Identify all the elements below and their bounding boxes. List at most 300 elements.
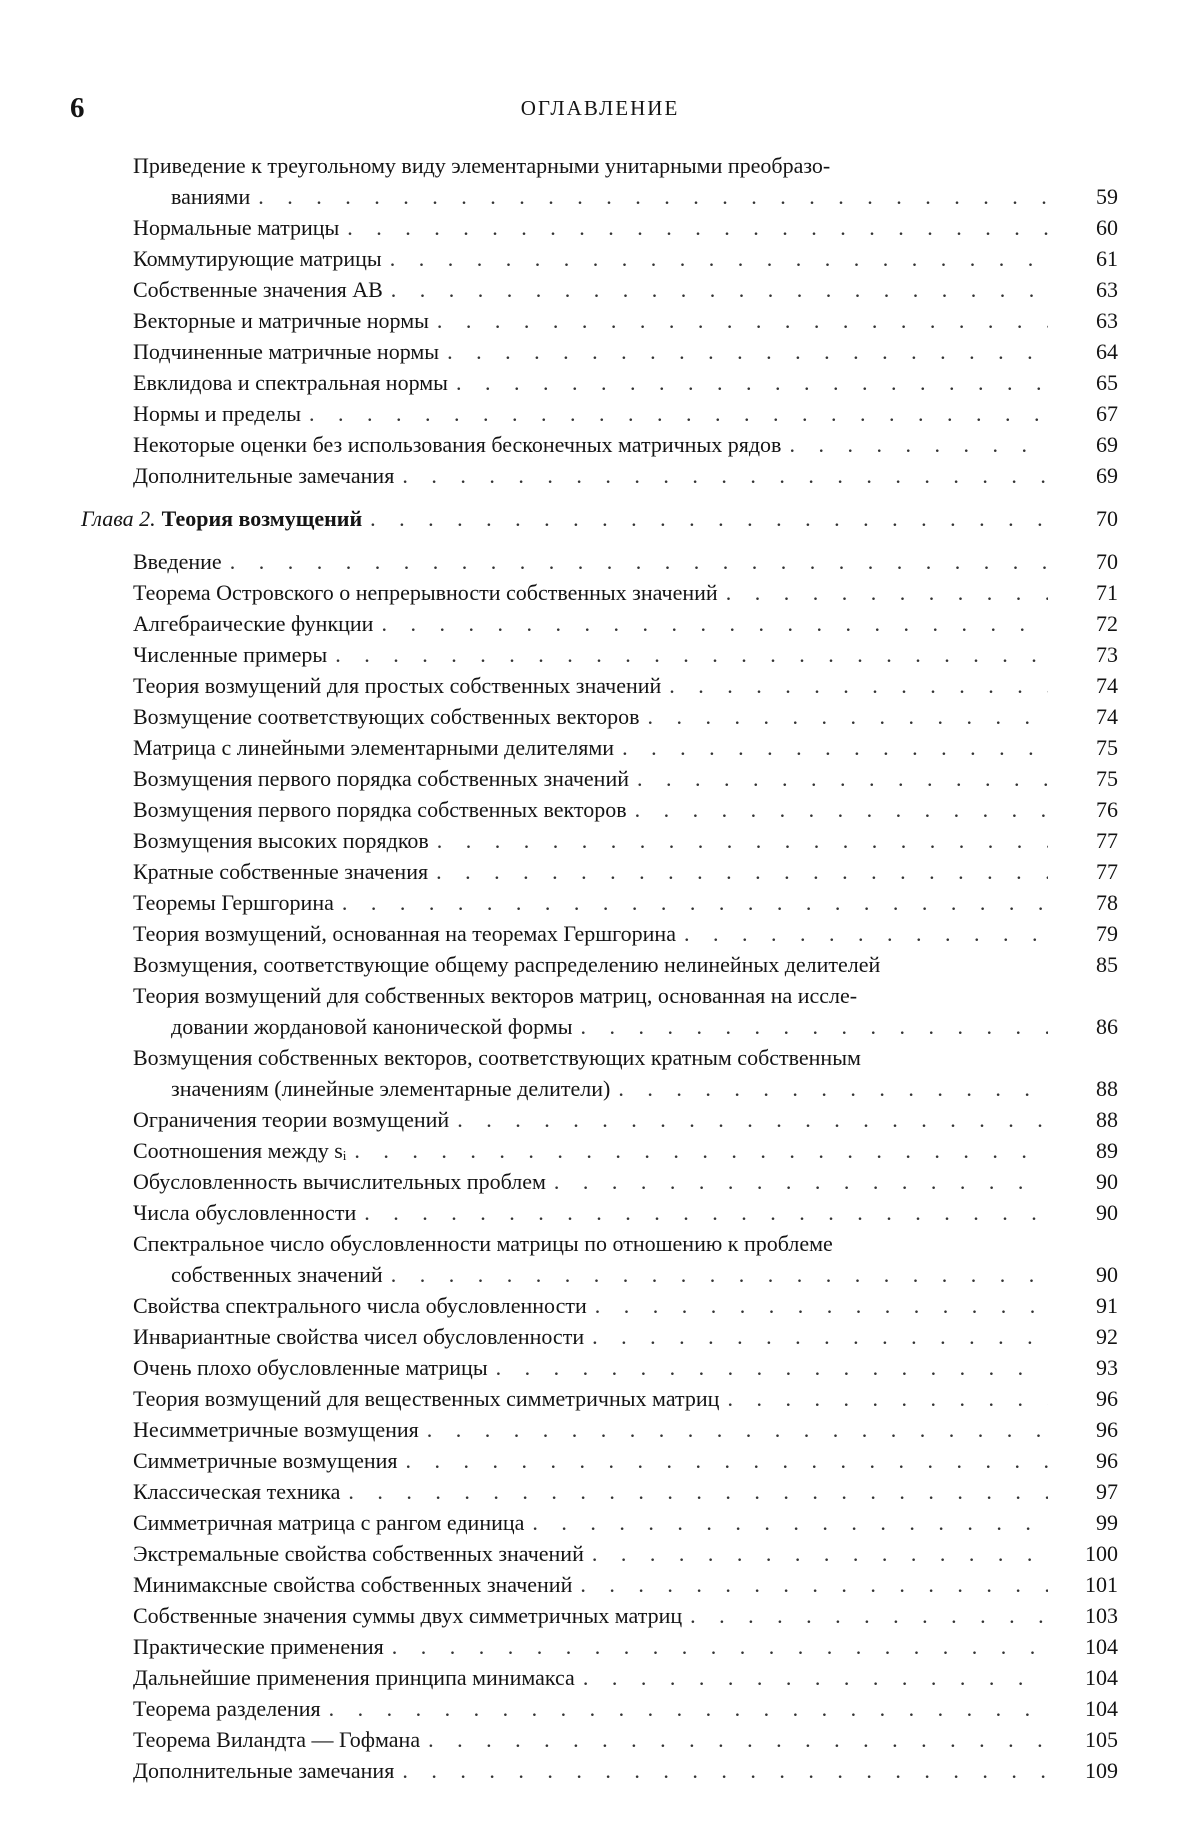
toc-entry-title bbox=[133, 1538, 1048, 1569]
toc-entry-text: ваниями bbox=[171, 184, 251, 209]
dot-leader bbox=[398, 1445, 1048, 1476]
dot-leader bbox=[222, 546, 1048, 577]
dot-leader bbox=[587, 1290, 1048, 1321]
toc-entry-text: Некоторые оценки без использования бесконечных матричных рядов bbox=[133, 432, 782, 457]
toc-page-number: 90 bbox=[1096, 1262, 1118, 1287]
toc-entry-line bbox=[133, 1569, 1048, 1600]
toc-entry bbox=[133, 1414, 1118, 1445]
page-number: 6 bbox=[70, 92, 85, 124]
toc-entry bbox=[133, 150, 1118, 212]
toc-entry-text: Теоремы Гершгорина bbox=[133, 890, 334, 915]
toc-chapter-heading bbox=[81, 503, 1118, 534]
toc-page-number: 92 bbox=[1096, 1324, 1118, 1349]
toc-entry-title bbox=[133, 701, 1048, 732]
toc-entry bbox=[133, 1104, 1118, 1135]
dot-leader bbox=[346, 1135, 1048, 1166]
toc-entry-text: Коммутирующие матрицы bbox=[133, 246, 382, 271]
toc-entry-line bbox=[133, 856, 1048, 887]
toc-entry bbox=[133, 1042, 1118, 1104]
toc-page-number: 78 bbox=[1096, 890, 1118, 915]
toc-entry bbox=[133, 763, 1118, 794]
toc-entry bbox=[133, 701, 1118, 732]
toc-entry-text: Нормальные матрицы bbox=[133, 215, 340, 240]
toc-entry-line bbox=[133, 1197, 1048, 1228]
dot-leader bbox=[356, 1197, 1048, 1228]
toc-entry-title bbox=[133, 1135, 1048, 1166]
toc-entry-title bbox=[133, 949, 1048, 980]
toc-entry-title bbox=[133, 980, 1048, 1042]
toc-entry-text: Теория возмущений, основанная на теоремах Гершгорина bbox=[133, 921, 676, 946]
toc-entry-line bbox=[133, 1259, 1048, 1290]
toc-entry-text: Нормы и пределы bbox=[133, 401, 301, 426]
toc-entry bbox=[133, 732, 1118, 763]
toc-page-number: 77 bbox=[1096, 828, 1118, 853]
toc-entry-text: Классическая техника bbox=[133, 1479, 341, 1504]
toc-entry-line bbox=[133, 1631, 1048, 1662]
dot-leader bbox=[584, 1321, 1048, 1352]
toc-entry bbox=[133, 367, 1118, 398]
toc-entry bbox=[133, 1352, 1118, 1383]
toc-page-number: 74 bbox=[1096, 704, 1118, 729]
toc-entry-line bbox=[133, 305, 1048, 336]
toc-entry bbox=[133, 794, 1118, 825]
toc-entry-line bbox=[133, 150, 1048, 181]
toc-entry-title bbox=[133, 670, 1048, 701]
toc-entry bbox=[133, 243, 1118, 274]
toc-entry-line bbox=[133, 732, 1048, 763]
toc-entry-text: Возмущения высоких порядков bbox=[133, 828, 429, 853]
toc-entry bbox=[133, 1538, 1118, 1569]
toc-entry bbox=[133, 1755, 1118, 1786]
dot-leader bbox=[572, 1569, 1048, 1600]
toc-page-number: 65 bbox=[1096, 370, 1118, 395]
dot-leader bbox=[384, 1631, 1048, 1662]
toc-entry-title bbox=[133, 1755, 1048, 1786]
toc-entry-text: значениям (линейные элементарные делители) bbox=[171, 1076, 611, 1101]
toc-entry-text: Возмущения, соответствующие общему распределению нелинейных делителей bbox=[133, 952, 881, 977]
toc-page-number: 99 bbox=[1096, 1510, 1118, 1535]
toc-entry-text: Теория возмущений bbox=[161, 506, 363, 531]
toc-entry-text: Теория возмущений для собственных векторов матриц, основанная на иссле- bbox=[133, 983, 858, 1008]
toc-entry-text: Матрица с линейными элементарными делителями bbox=[133, 735, 615, 760]
dot-leader bbox=[420, 1724, 1048, 1755]
toc-page-number: 90 bbox=[1096, 1200, 1118, 1225]
toc-page-number: 73 bbox=[1096, 642, 1118, 667]
toc-entry-text: Дальнейшие применения принципа минимакса bbox=[133, 1665, 575, 1690]
dot-leader bbox=[382, 243, 1048, 274]
toc-page-number: 109 bbox=[1085, 1758, 1118, 1783]
toc-entry-text: Возмущения собственных векторов, соответствующих кратным собственным bbox=[133, 1045, 861, 1070]
toc-entry bbox=[133, 949, 1118, 980]
dot-leader bbox=[676, 918, 1048, 949]
toc-entry-line bbox=[133, 701, 1048, 732]
toc-entry-line bbox=[133, 1352, 1048, 1383]
toc-page-number: 89 bbox=[1096, 1138, 1118, 1163]
toc-entry-line bbox=[133, 367, 1048, 398]
toc-entry-text: Дополнительные замечания bbox=[133, 1758, 395, 1783]
dot-leader bbox=[781, 429, 1048, 460]
toc-page-number: 101 bbox=[1085, 1572, 1118, 1597]
toc-entry-line bbox=[133, 825, 1048, 856]
toc-entry-line bbox=[133, 980, 1048, 1011]
toc-entry bbox=[133, 1197, 1118, 1228]
toc-entry bbox=[133, 546, 1118, 577]
toc-page-number: 104 bbox=[1085, 1634, 1118, 1659]
toc-entry-text: Теория возмущений для вещественных симметричных матриц bbox=[133, 1386, 720, 1411]
dot-leader bbox=[321, 1693, 1048, 1724]
toc-entry-line bbox=[133, 763, 1048, 794]
toc-page-number: 75 bbox=[1096, 735, 1118, 760]
toc-entry-text: Собственные значения суммы двух симметричных матриц bbox=[133, 1603, 683, 1628]
toc-entry bbox=[133, 1507, 1118, 1538]
toc-entry-title bbox=[133, 1290, 1048, 1321]
toc-entry-title bbox=[133, 274, 1048, 305]
toc-entry-line bbox=[133, 1445, 1048, 1476]
toc-entry bbox=[133, 212, 1118, 243]
toc-entry bbox=[133, 980, 1118, 1042]
toc-page-number: 103 bbox=[1085, 1603, 1118, 1628]
toc-page-number: 71 bbox=[1096, 580, 1118, 605]
toc-entry-line bbox=[133, 1755, 1048, 1786]
toc-entry-text: Очень плохо обусловленные матрицы bbox=[133, 1355, 488, 1380]
toc-entry-line bbox=[133, 918, 1048, 949]
toc-entry-title bbox=[133, 150, 1048, 212]
dot-leader bbox=[383, 274, 1048, 305]
toc-page-number: 72 bbox=[1096, 611, 1118, 636]
dot-leader bbox=[682, 1600, 1048, 1631]
toc-entry-text: Числа обусловленности bbox=[133, 1200, 357, 1225]
toc-entry-line bbox=[133, 546, 1048, 577]
dot-leader bbox=[546, 1166, 1048, 1197]
toc-entry-title bbox=[133, 639, 1048, 670]
toc-entry bbox=[133, 336, 1118, 367]
dot-leader bbox=[394, 460, 1048, 491]
toc-entry-title bbox=[133, 794, 1048, 825]
toc-entry-title bbox=[133, 887, 1048, 918]
toc-entry-text: Несимметричные возмущения bbox=[133, 1417, 419, 1442]
toc-entry bbox=[133, 639, 1118, 670]
toc-entry-title bbox=[133, 1197, 1048, 1228]
toc-entry-line bbox=[133, 1724, 1048, 1755]
toc-page-number: 64 bbox=[1096, 339, 1118, 364]
toc-page-number: 76 bbox=[1096, 797, 1118, 822]
toc-entry-title bbox=[133, 212, 1048, 243]
toc-entry-line bbox=[133, 1693, 1048, 1724]
toc-entry bbox=[133, 1631, 1118, 1662]
toc-entry-text: Векторные и матричные нормы bbox=[133, 308, 429, 333]
toc-entry-line bbox=[133, 1600, 1048, 1631]
toc-entry-line bbox=[133, 639, 1048, 670]
dot-leader bbox=[573, 1011, 1048, 1042]
toc-entry-line bbox=[133, 1011, 1048, 1042]
toc-entry-text: Подчиненные матричные нормы bbox=[133, 339, 440, 364]
toc-entry bbox=[133, 856, 1118, 887]
toc-entry-text: Практические применения bbox=[133, 1634, 384, 1659]
toc-entry-title bbox=[133, 1414, 1048, 1445]
toc-entry-title bbox=[133, 243, 1048, 274]
toc-page-number: 104 bbox=[1085, 1665, 1118, 1690]
toc-entry-title bbox=[133, 336, 1048, 367]
toc-entry bbox=[133, 1724, 1118, 1755]
running-title: ОГЛАВЛЕНИЕ bbox=[520, 96, 680, 120]
toc-entry-line bbox=[133, 336, 1048, 367]
dot-leader bbox=[339, 212, 1048, 243]
toc-page-number: 79 bbox=[1096, 921, 1118, 946]
toc-entry-line bbox=[133, 1166, 1048, 1197]
toc-entry-text: Кратные собственные значения bbox=[133, 859, 429, 884]
toc-entry-text: Инвариантные свойства чисел обусловленности bbox=[133, 1324, 585, 1349]
toc-entry-title bbox=[133, 1104, 1048, 1135]
dot-leader bbox=[614, 732, 1048, 763]
toc-page-number: 96 bbox=[1096, 1417, 1118, 1442]
toc-page-number: 69 bbox=[1096, 463, 1118, 488]
toc-page-number: 63 bbox=[1096, 308, 1118, 333]
running-head bbox=[70, 88, 1130, 128]
toc-entry-text: собственных значений bbox=[171, 1262, 383, 1287]
toc-entry-title bbox=[133, 429, 1048, 460]
dot-leader bbox=[449, 1104, 1048, 1135]
toc-entry-line bbox=[133, 1073, 1048, 1104]
toc-entry-title bbox=[133, 1569, 1048, 1600]
toc-entry-line bbox=[133, 1476, 1048, 1507]
dot-leader bbox=[448, 367, 1048, 398]
toc-entry-line bbox=[133, 1228, 1048, 1259]
toc-entry-title bbox=[133, 546, 1048, 577]
toc-page-number: 85 bbox=[1096, 952, 1118, 977]
toc-page-number: 77 bbox=[1096, 859, 1118, 884]
dot-leader bbox=[719, 1383, 1048, 1414]
toc-entry-title bbox=[133, 1693, 1048, 1724]
toc-page-number: 100 bbox=[1085, 1541, 1118, 1566]
toc-entry-title bbox=[133, 825, 1048, 856]
toc-entry-line bbox=[133, 1383, 1048, 1414]
toc-entry-text: Теорема разделения bbox=[133, 1696, 321, 1721]
toc-entry-line bbox=[133, 577, 1048, 608]
toc-entry-title bbox=[133, 1724, 1048, 1755]
toc-entry-text: Возмущение соответствующих собственных векторов bbox=[133, 704, 640, 729]
toc-entry-title bbox=[133, 1631, 1048, 1662]
toc-entry bbox=[133, 1383, 1118, 1414]
toc-entry-line bbox=[133, 1290, 1048, 1321]
dot-leader bbox=[327, 639, 1048, 670]
toc-entry bbox=[133, 460, 1118, 491]
dot-leader bbox=[429, 305, 1048, 336]
toc-page-number: 75 bbox=[1096, 766, 1118, 791]
toc-entry-title bbox=[133, 367, 1048, 398]
toc-page-number: 91 bbox=[1096, 1293, 1118, 1318]
toc-page-number: 61 bbox=[1096, 246, 1118, 271]
toc-entry-text: Численные примеры bbox=[133, 642, 328, 667]
toc-entry-line bbox=[133, 1104, 1048, 1135]
toc-entry-text: Свойства спектрального числа обусловленности bbox=[133, 1293, 587, 1318]
toc-page-number: 59 bbox=[1096, 184, 1118, 209]
toc-page-number: 70 bbox=[1096, 549, 1118, 574]
toc-entry-title bbox=[133, 1042, 1048, 1104]
dot-leader bbox=[718, 577, 1048, 608]
toc-entry-line bbox=[133, 398, 1048, 429]
toc-entry-text: Евклидова и спектральная нормы bbox=[133, 370, 448, 395]
dot-leader bbox=[575, 1662, 1048, 1693]
toc-entry-title bbox=[133, 398, 1048, 429]
toc-page-number: 104 bbox=[1085, 1696, 1118, 1721]
toc-entry-line bbox=[133, 243, 1048, 274]
dot-leader bbox=[610, 1073, 1048, 1104]
toc-entry-title bbox=[133, 856, 1048, 887]
dot-leader bbox=[627, 794, 1048, 825]
toc-entry-title bbox=[133, 1166, 1048, 1197]
chapter-number: Глава 2. bbox=[81, 506, 156, 531]
toc-entry bbox=[133, 1290, 1118, 1321]
table-of-contents bbox=[81, 150, 1118, 1786]
toc-entry-line bbox=[133, 181, 1048, 212]
toc-entry-text: Теорема Островского о непрерывности собственных значений bbox=[133, 580, 718, 605]
dot-leader bbox=[488, 1352, 1048, 1383]
toc-entry bbox=[133, 1135, 1118, 1166]
toc-entry-title bbox=[133, 1383, 1048, 1414]
toc-entry bbox=[133, 1476, 1118, 1507]
dot-leader bbox=[383, 1259, 1048, 1290]
toc-entry-title bbox=[133, 1321, 1048, 1352]
toc-entry-text: Ограничения теории возмущений bbox=[133, 1107, 450, 1132]
dot-leader bbox=[419, 1414, 1048, 1445]
dot-leader bbox=[429, 825, 1048, 856]
toc-page-number: 69 bbox=[1096, 432, 1118, 457]
toc-entry-line bbox=[133, 1507, 1048, 1538]
dot-leader bbox=[428, 856, 1048, 887]
toc-entry-text: Обусловленность вычислительных проблем bbox=[133, 1169, 546, 1194]
toc-page-number: 105 bbox=[1085, 1727, 1118, 1752]
toc-entry-text: Введение bbox=[133, 549, 222, 574]
toc-entry-title bbox=[133, 608, 1048, 639]
toc-entry-title bbox=[133, 1662, 1048, 1693]
toc-entry bbox=[133, 918, 1118, 949]
toc-entry-line bbox=[133, 1135, 1048, 1166]
toc-page-number: 70 bbox=[1096, 506, 1118, 531]
toc-page-number: 67 bbox=[1096, 401, 1118, 426]
toc-entry-line bbox=[133, 1321, 1048, 1352]
toc-entry-title bbox=[133, 1352, 1048, 1383]
toc-page-number: 93 bbox=[1096, 1355, 1118, 1380]
toc-entry bbox=[133, 670, 1118, 701]
toc-page-number: 96 bbox=[1096, 1448, 1118, 1473]
toc-entry bbox=[133, 1600, 1118, 1631]
toc-entry-text: Минимаксные свойства собственных значений bbox=[133, 1572, 573, 1597]
toc-entry-text: Спектральное число обусловленности матрицы по отношению к проблеме bbox=[133, 1231, 833, 1256]
toc-entry-line bbox=[133, 1538, 1048, 1569]
toc-entry-line bbox=[133, 1414, 1048, 1445]
toc-entry bbox=[133, 1166, 1118, 1197]
toc-entry bbox=[133, 429, 1118, 460]
toc-entry-title bbox=[133, 763, 1048, 794]
toc-entry bbox=[133, 305, 1118, 336]
toc-page-number: 63 bbox=[1096, 277, 1118, 302]
toc-entry bbox=[133, 1445, 1118, 1476]
toc-entry-text: Дополнительные замечания bbox=[133, 463, 395, 488]
dot-leader bbox=[301, 398, 1048, 429]
toc-entry-line bbox=[133, 460, 1048, 491]
dot-leader bbox=[334, 887, 1048, 918]
toc-entry-line bbox=[133, 608, 1048, 639]
toc-entry-line bbox=[133, 1042, 1048, 1073]
toc-page-number: 88 bbox=[1096, 1107, 1118, 1132]
dot-leader bbox=[250, 181, 1048, 212]
toc-page-number: 88 bbox=[1096, 1076, 1118, 1101]
toc-entry-text: Экстремальные свойства собственных значений bbox=[133, 1541, 584, 1566]
toc-entry-text: Алгебраические функции bbox=[133, 611, 374, 636]
toc-entry-title bbox=[133, 460, 1048, 491]
dot-leader bbox=[661, 670, 1048, 701]
dot-leader bbox=[629, 763, 1048, 794]
toc-entry-title bbox=[133, 1228, 1048, 1290]
toc-page-number: 96 bbox=[1096, 1386, 1118, 1411]
dot-leader bbox=[340, 1476, 1048, 1507]
toc-entry bbox=[133, 825, 1118, 856]
dot-leader bbox=[524, 1507, 1048, 1538]
toc-entry-text: Теория возмущений для простых собственных значений bbox=[133, 673, 662, 698]
toc-entry-title bbox=[133, 1507, 1048, 1538]
toc-page-number: 90 bbox=[1096, 1169, 1118, 1194]
toc-entry-title bbox=[133, 732, 1048, 763]
toc-entry-line bbox=[133, 429, 1048, 460]
toc-page-number: 60 bbox=[1096, 215, 1118, 240]
toc-entry bbox=[133, 887, 1118, 918]
dot-leader bbox=[584, 1538, 1048, 1569]
toc-page-number: 97 bbox=[1096, 1479, 1118, 1504]
toc-entry-title bbox=[133, 1445, 1048, 1476]
toc-entry-line bbox=[81, 503, 1048, 534]
toc-entry bbox=[133, 1693, 1118, 1724]
toc-entry-title bbox=[133, 305, 1048, 336]
toc-entry-line bbox=[133, 670, 1048, 701]
dot-leader bbox=[394, 1755, 1048, 1786]
toc-entry-title bbox=[81, 503, 1048, 534]
toc-entry-title bbox=[133, 577, 1048, 608]
dot-leader bbox=[639, 701, 1048, 732]
toc-entry-text: Возмущения первого порядка собственных значений bbox=[133, 766, 629, 791]
dot-leader bbox=[373, 608, 1048, 639]
toc-entry-text: Собственные значения AB bbox=[133, 277, 383, 302]
toc-entry-title bbox=[133, 1476, 1048, 1507]
toc-entry bbox=[133, 577, 1118, 608]
toc-page-number: 74 bbox=[1096, 673, 1118, 698]
toc-entry bbox=[133, 608, 1118, 639]
toc-entry bbox=[133, 1321, 1118, 1352]
toc-entry-line bbox=[133, 887, 1048, 918]
dot-leader bbox=[362, 503, 1048, 534]
toc-entry-text: Симметричные возмущения bbox=[133, 1448, 398, 1473]
toc-entry bbox=[133, 1228, 1118, 1290]
toc-entry-line bbox=[133, 274, 1048, 305]
toc-entry bbox=[133, 274, 1118, 305]
toc-entry-text: Возмущения первого порядка собственных векторов bbox=[133, 797, 627, 822]
dot-leader bbox=[439, 336, 1048, 367]
toc-entry-title bbox=[133, 918, 1048, 949]
toc-entry-text: довании жордановой канонической формы bbox=[171, 1014, 573, 1039]
toc-entry bbox=[133, 1662, 1118, 1693]
toc-entry-text: Симметричная матрица с рангом единица bbox=[133, 1510, 525, 1535]
toc-entry-line bbox=[133, 212, 1048, 243]
toc-entry-text: Теорема Виландта — Гофмана bbox=[133, 1727, 421, 1752]
toc-entry-line bbox=[133, 949, 1048, 980]
toc-entry bbox=[133, 1569, 1118, 1600]
toc-entry-text: Соотношения между sᵢ bbox=[133, 1138, 347, 1163]
toc-page-number: 86 bbox=[1096, 1014, 1118, 1039]
toc-entry-line bbox=[133, 794, 1048, 825]
toc-entry bbox=[133, 398, 1118, 429]
toc-entry-text: Приведение к треугольному виду элементарными унитарными преобразо- bbox=[133, 153, 831, 178]
toc-entry-line bbox=[133, 1662, 1048, 1693]
toc-entry-title bbox=[133, 1600, 1048, 1631]
